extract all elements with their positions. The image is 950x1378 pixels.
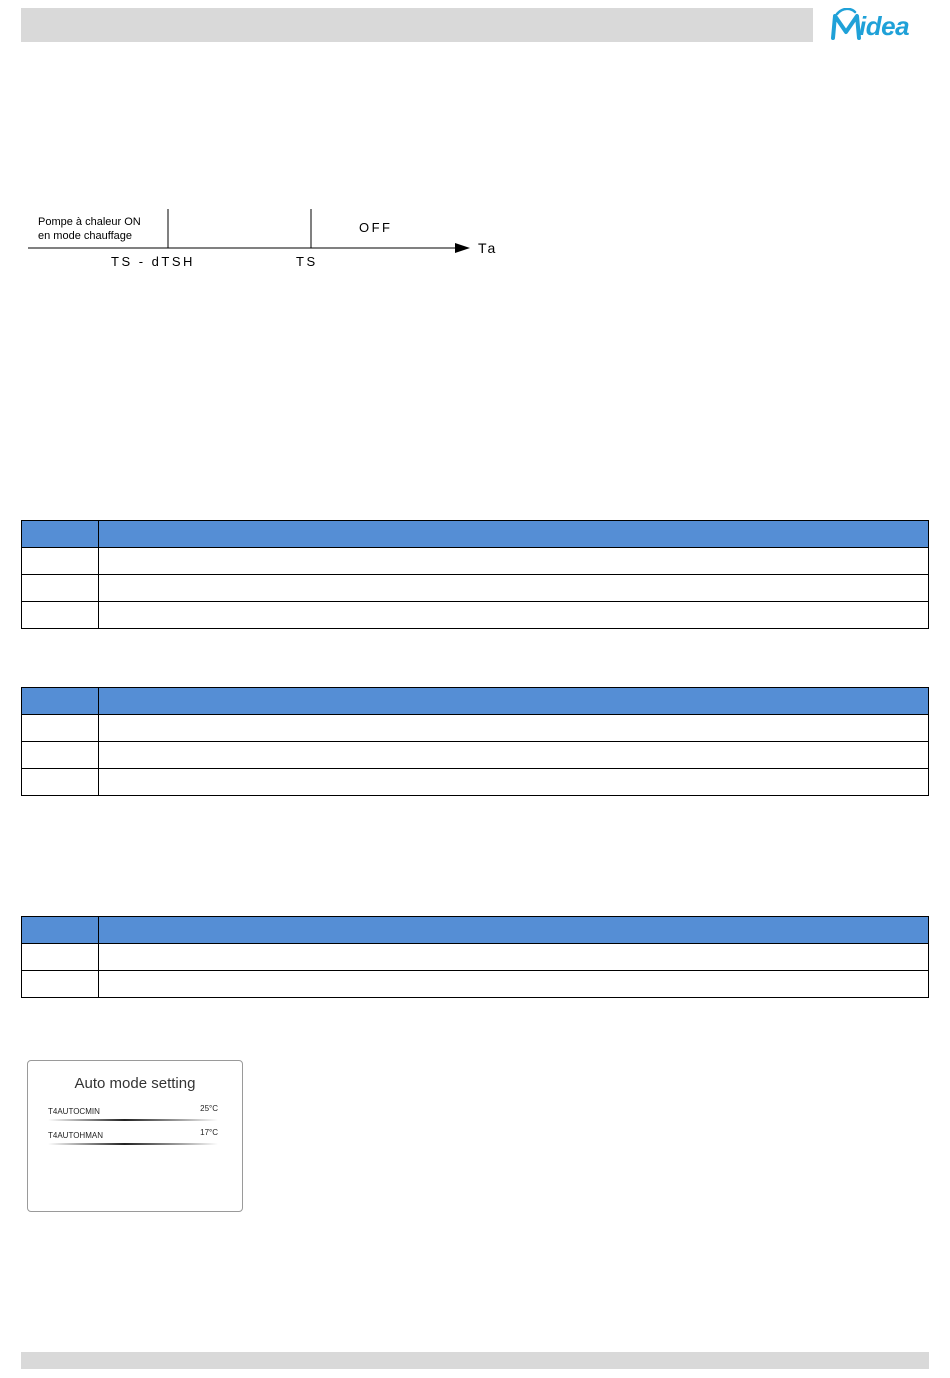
table-cell: [22, 742, 99, 769]
table-cell: [22, 971, 99, 998]
parameter-table-2: [21, 687, 929, 796]
axis-label: Ta: [478, 240, 498, 256]
table-cell: [22, 715, 99, 742]
table-row: [22, 602, 929, 629]
left-label-line1: Pompe à chaleur ON: [38, 216, 141, 228]
parameter-table-1: [21, 520, 929, 629]
table-header-row: [22, 688, 929, 715]
table-cell: [99, 548, 929, 575]
header-cell: [22, 521, 99, 548]
off-label: OFF: [359, 220, 393, 235]
table-header-row: [22, 917, 929, 944]
left-label-line2: en mode chauffage: [38, 230, 132, 242]
header-cell: [99, 688, 929, 715]
table-row: [22, 548, 929, 575]
threshold2-label: TS: [296, 254, 318, 269]
table-row: [22, 575, 929, 602]
header-cell: [22, 917, 99, 944]
table-cell: [99, 575, 929, 602]
midea-logo-icon: [829, 8, 863, 44]
auto-mode-setting-panel: [27, 1060, 243, 1212]
table-cell: [22, 602, 99, 629]
header-cell: [22, 688, 99, 715]
table-cell: [22, 575, 99, 602]
table-cell: [22, 944, 99, 971]
setting-name: T4AUTOCMIN: [48, 1107, 100, 1116]
table-cell: [99, 715, 929, 742]
table-row: [22, 742, 929, 769]
table-row: [22, 971, 929, 998]
table-cell: [22, 548, 99, 575]
setting-value: 17°C: [200, 1128, 218, 1137]
header-cell: [99, 521, 929, 548]
table-row: [22, 769, 929, 796]
midea-logo: [829, 8, 909, 44]
logo-text: idea: [859, 10, 910, 41]
table-header-row: [22, 521, 929, 548]
table-row: [22, 715, 929, 742]
footer-bar: [21, 1352, 929, 1369]
parameter-table-3: [21, 916, 929, 998]
table-row: [22, 944, 929, 971]
table-cell: [99, 769, 929, 796]
panel-title: Auto mode setting: [74, 1075, 196, 1092]
header-cell: [99, 917, 929, 944]
row-divider: [48, 1143, 218, 1145]
table-cell: [99, 742, 929, 769]
threshold1-label: TS - dTSH: [111, 254, 195, 269]
setting-name: T4AUTOHMAN: [48, 1131, 103, 1140]
axis-arrow-icon: [455, 243, 470, 253]
row-divider: [48, 1119, 218, 1121]
table-cell: [99, 944, 929, 971]
setting-value: 25°C: [200, 1104, 218, 1113]
table-cell: [22, 769, 99, 796]
table-cell: [99, 971, 929, 998]
heating-threshold-diagram: [25, 200, 505, 280]
table-cell: [99, 602, 929, 629]
header-bar: [21, 8, 813, 42]
